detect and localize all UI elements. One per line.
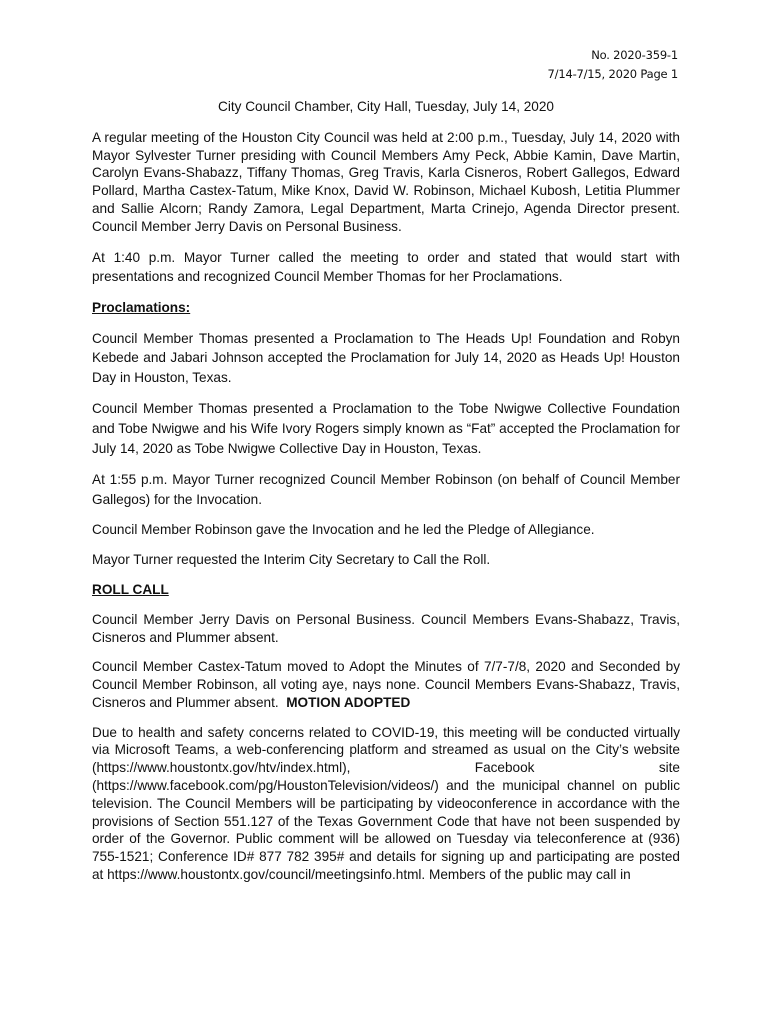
- minutes-motion-text: Council Member Castex-Tatum moved to Adopt the Minutes of 7/7-7/8, 2020 and Seconded by Council Member Robinson, all voting aye, nays none. Council Members Evans-Shabazz, Travis, Cisneros and Plummer absent.: [92, 659, 680, 710]
- proclamations-heading: Proclamations:: [92, 299, 191, 315]
- covid-paragraph-line-2: (https://www.facebook.com/pg/HoustonTelevision/videos/) and the municipal channel on public television. The Council Members will be participating by videoconference in accordance with the provisions of Section 551.127 of the Texas Government Code that have not been suspended by order of the Governor. Public comment will be allowed on Tuesday via teleconference at (936) 755-1521; Conference ID# 877 782 395# and details for signing up and participating are posted at https://www.houstontx.gov/council/meetingsinfo.html. Members of the public may call in: [92, 778, 680, 883]
- meeting-title: City Council Chamber, City Hall, Tuesday, July 14, 2020: [218, 99, 554, 114]
- page-number-line: 7/14-7/15, 2020 Page 1: [547, 67, 678, 81]
- minutes-motion-paragraph: [92, 658, 680, 711]
- invocation-paragraph: Council Member Robinson gave the Invocation and he led the Pledge of Allegiance.: [92, 522, 595, 538]
- document-number: No. 2020-359-1: [591, 48, 678, 62]
- intro-paragraph: A regular meeting of the Houston City Council was held at 2:00 p.m., Tuesday, July 14, 2020 with Mayor Sylvester Turner presiding with Council Members Amy Peck, Abbie Kamin, Dave Martin, Carolyn Evans-Shabazz, Tiffany Thomas, Greg Travis, Karla Cisneros, Robert Gallegos, Edward Pollard, Martha Castex-Tatum, Mike Knox, David W. Robinson, Michael Kubosh, Letitia Plummer and Sallie Alcorn; Randy Zamora, Legal Department, Marta Crinejo, Agenda Director present. Council Member Jerry Davis on Personal Business.: [92, 129, 680, 234]
- motion-adopted-label: MOTION ADOPTED: [286, 694, 411, 710]
- roll-request-paragraph: Mayor Turner requested the Interim City Secretary to Call the Roll.: [92, 552, 491, 568]
- proclamation-paragraph-1: Council Member Thomas presented a Proclamation to The Heads Up! Foundation and Robyn Kebede and Jabari Johnson accepted the Proclamation for July 14, 2020 as Heads Up! Houston Day in Houston, Texas.: [92, 330, 680, 385]
- document-body: [92, 98, 680, 884]
- page-header: [548, 46, 678, 84]
- roll-call-paragraph: Council Member Jerry Davis on Personal Business. Council Members Evans-Shabazz, Travis, Cisneros and Plummer absent.: [92, 611, 680, 645]
- covid-paragraph: [92, 724, 680, 884]
- covid-paragraph-line-1: Due to health and safety concerns related to COVID-19, this meeting will be conducted virtually via Microsoft Teams, a web-conferencing platform and streamed as usual on the City’s website (https://www.houstontx.gov/htv/index.html), Facebook site: [92, 724, 680, 776]
- roll-call-heading: ROLL CALL: [92, 581, 169, 597]
- invocation-recognition-paragraph: At 1:55 p.m. Mayor Turner recognized Council Member Robinson (on behalf of Council Member Gallegos) for the Invocation.: [92, 472, 680, 507]
- call-to-order-paragraph: At 1:40 p.m. Mayor Turner called the meeting to order and stated that would start with presentations and recognized Council Member Thomas for her Proclamations.: [92, 249, 680, 285]
- proclamation-paragraph-2: Council Member Thomas presented a Proclamation to the Tobe Nwigwe Collective Foundation and Tobe Nwigwe and his Wife Ivory Rogers simply known as “Fat” accepted the Proclamation for July 14, 2020 as Tobe Nwigwe Collective Day in Houston, Texas.: [92, 401, 680, 456]
